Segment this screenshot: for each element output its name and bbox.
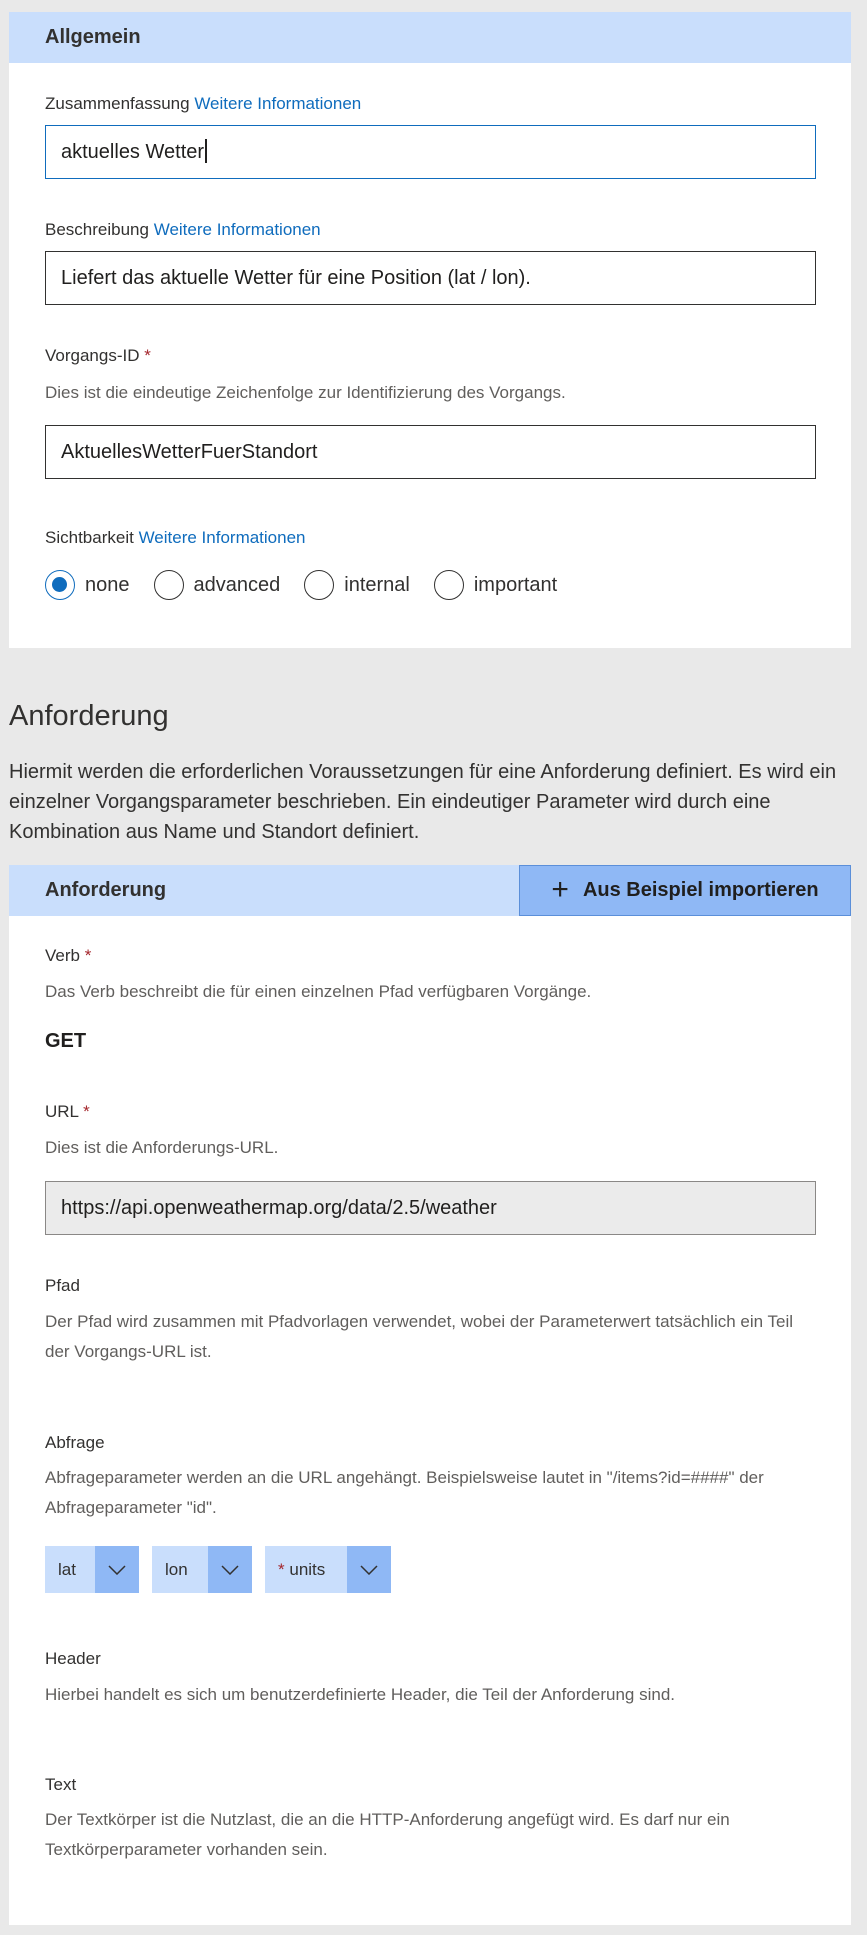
visibility-radio-none[interactable]: [45, 570, 130, 600]
body-label: Text: [45, 1775, 77, 1794]
path-label: Pfad: [45, 1276, 80, 1295]
radio-indicator: [304, 570, 334, 600]
visibility-label-row: [45, 528, 306, 548]
required-marker: *: [84, 946, 92, 965]
operation-id-label-row: [45, 346, 151, 366]
summary-label-row: [45, 94, 361, 114]
summary-label: Zusammenfassung: [45, 94, 190, 113]
body-hint: Der Textkörper ist die Nutzlast, die an die HTTP-Anforderung angefügt wird. Es darf nur ein Textkörperparameter vorhanden sein.: [45, 1810, 730, 1859]
chevron-down-icon[interactable]: [208, 1546, 252, 1593]
headers-label: Header: [45, 1649, 101, 1668]
description-label: Beschreibung: [45, 220, 149, 239]
description-label-row: [45, 220, 321, 240]
text-caret: [205, 139, 207, 163]
required-marker: *: [278, 1560, 285, 1579]
visibility-radio-group: [45, 570, 581, 600]
query-param-name-text: lat: [58, 1560, 76, 1579]
visibility-option-label: important: [473, 573, 558, 596]
general-card-title: Allgemein: [45, 26, 141, 48]
request-section-title: Anforderung: [9, 700, 169, 732]
url-label: URL: [45, 1102, 79, 1121]
url-label-row: [45, 1102, 90, 1122]
verb-hint: Das Verb beschreibt die für einen einzelnen Pfad verfügbaren Vorgänge.: [45, 982, 592, 1001]
verb-label: Verb: [45, 946, 80, 965]
url-input-value: https://api.openweathermap.org/data/2.5/weather: [61, 1197, 497, 1219]
summary-more-info-link[interactable]: Weitere Informationen: [194, 94, 362, 113]
query-param-name: [45, 1546, 95, 1593]
operation-id-hint: Dies ist die eindeutige Zeichenfolge zur Identifizierung des Vorgangs.: [45, 383, 566, 402]
path-hint: Der Pfad wird zusammen mit Pfadvorlagen verwendet, wobei der Parameterwert tatsächlich ein Teil der Vorgangs-URL ist.: [45, 1312, 794, 1361]
query-hint: Abfrageparameter werden an die URL angehängt. Beispielsweise lautet in "/items?id=####" der Abfrageparameter "id".: [45, 1468, 764, 1517]
request-card-header: [9, 865, 851, 916]
summary-input[interactable]: [45, 125, 816, 179]
radio-indicator: [154, 570, 184, 600]
general-card-header: [9, 12, 851, 63]
verb-label-row: [45, 946, 91, 966]
query-param-lat[interactable]: [45, 1546, 139, 1593]
visibility-option-label: advanced: [193, 573, 281, 596]
visibility-radio-internal[interactable]: [304, 570, 410, 600]
required-marker: *: [144, 346, 151, 365]
radio-selected-indicator: [45, 570, 75, 600]
required-marker: *: [83, 1102, 90, 1121]
description-more-info-link[interactable]: Weitere Informationen: [153, 220, 321, 239]
query-param-name: [265, 1546, 347, 1593]
import-from-sample-label: Aus Beispiel importieren: [582, 879, 819, 901]
query-param-name-text: units: [289, 1560, 326, 1579]
url-input[interactable]: [45, 1181, 816, 1235]
visibility-label: Sichtbarkeit: [45, 528, 134, 547]
operation-id-input[interactable]: [45, 425, 816, 479]
visibility-more-info-link[interactable]: Weitere Informationen: [138, 528, 306, 547]
query-param-name: [152, 1546, 208, 1593]
visibility-radio-important[interactable]: [434, 570, 557, 600]
verb-value: GET: [45, 1030, 87, 1052]
query-param-name-text: lon: [165, 1560, 188, 1579]
summary-input-value: aktuelles Wetter: [61, 141, 205, 163]
visibility-radio-advanced[interactable]: [154, 570, 281, 600]
chevron-down-icon[interactable]: [95, 1546, 139, 1593]
import-from-sample-button[interactable]: [519, 865, 851, 916]
headers-hint: Hierbei handelt es sich um benutzerdefinierte Header, die Teil der Anforderung sind.: [45, 1685, 676, 1704]
chevron-down-icon[interactable]: [347, 1546, 391, 1593]
query-label: Abfrage: [45, 1433, 105, 1452]
visibility-option-label: internal: [344, 573, 410, 596]
operation-id-label: Vorgangs-ID: [45, 346, 140, 365]
url-hint: Dies ist die Anforderungs-URL.: [45, 1138, 279, 1157]
radio-indicator: [434, 570, 464, 600]
description-input-value: Liefert das aktuelle Wetter für eine Position (lat / lon).: [61, 267, 531, 289]
description-input[interactable]: [45, 251, 816, 305]
visibility-option-label: none: [85, 573, 130, 596]
request-card: [9, 865, 851, 1925]
operation-id-input-value: AktuellesWetterFuerStandort: [61, 441, 318, 463]
request-card-title: Anforderung: [45, 879, 167, 901]
request-section-description: Hiermit werden die erforderlichen Voraussetzungen für eine Anforderung definiert. Es wird ein einzelner Vorgangsparameter beschrieben. Ein eindeutiger Parameter wird durch eine Kombination aus Name und Standort definiert.: [9, 761, 837, 843]
query-param-units[interactable]: [265, 1546, 391, 1593]
plus-icon: +: [551, 872, 569, 906]
query-param-lon[interactable]: [152, 1546, 252, 1593]
